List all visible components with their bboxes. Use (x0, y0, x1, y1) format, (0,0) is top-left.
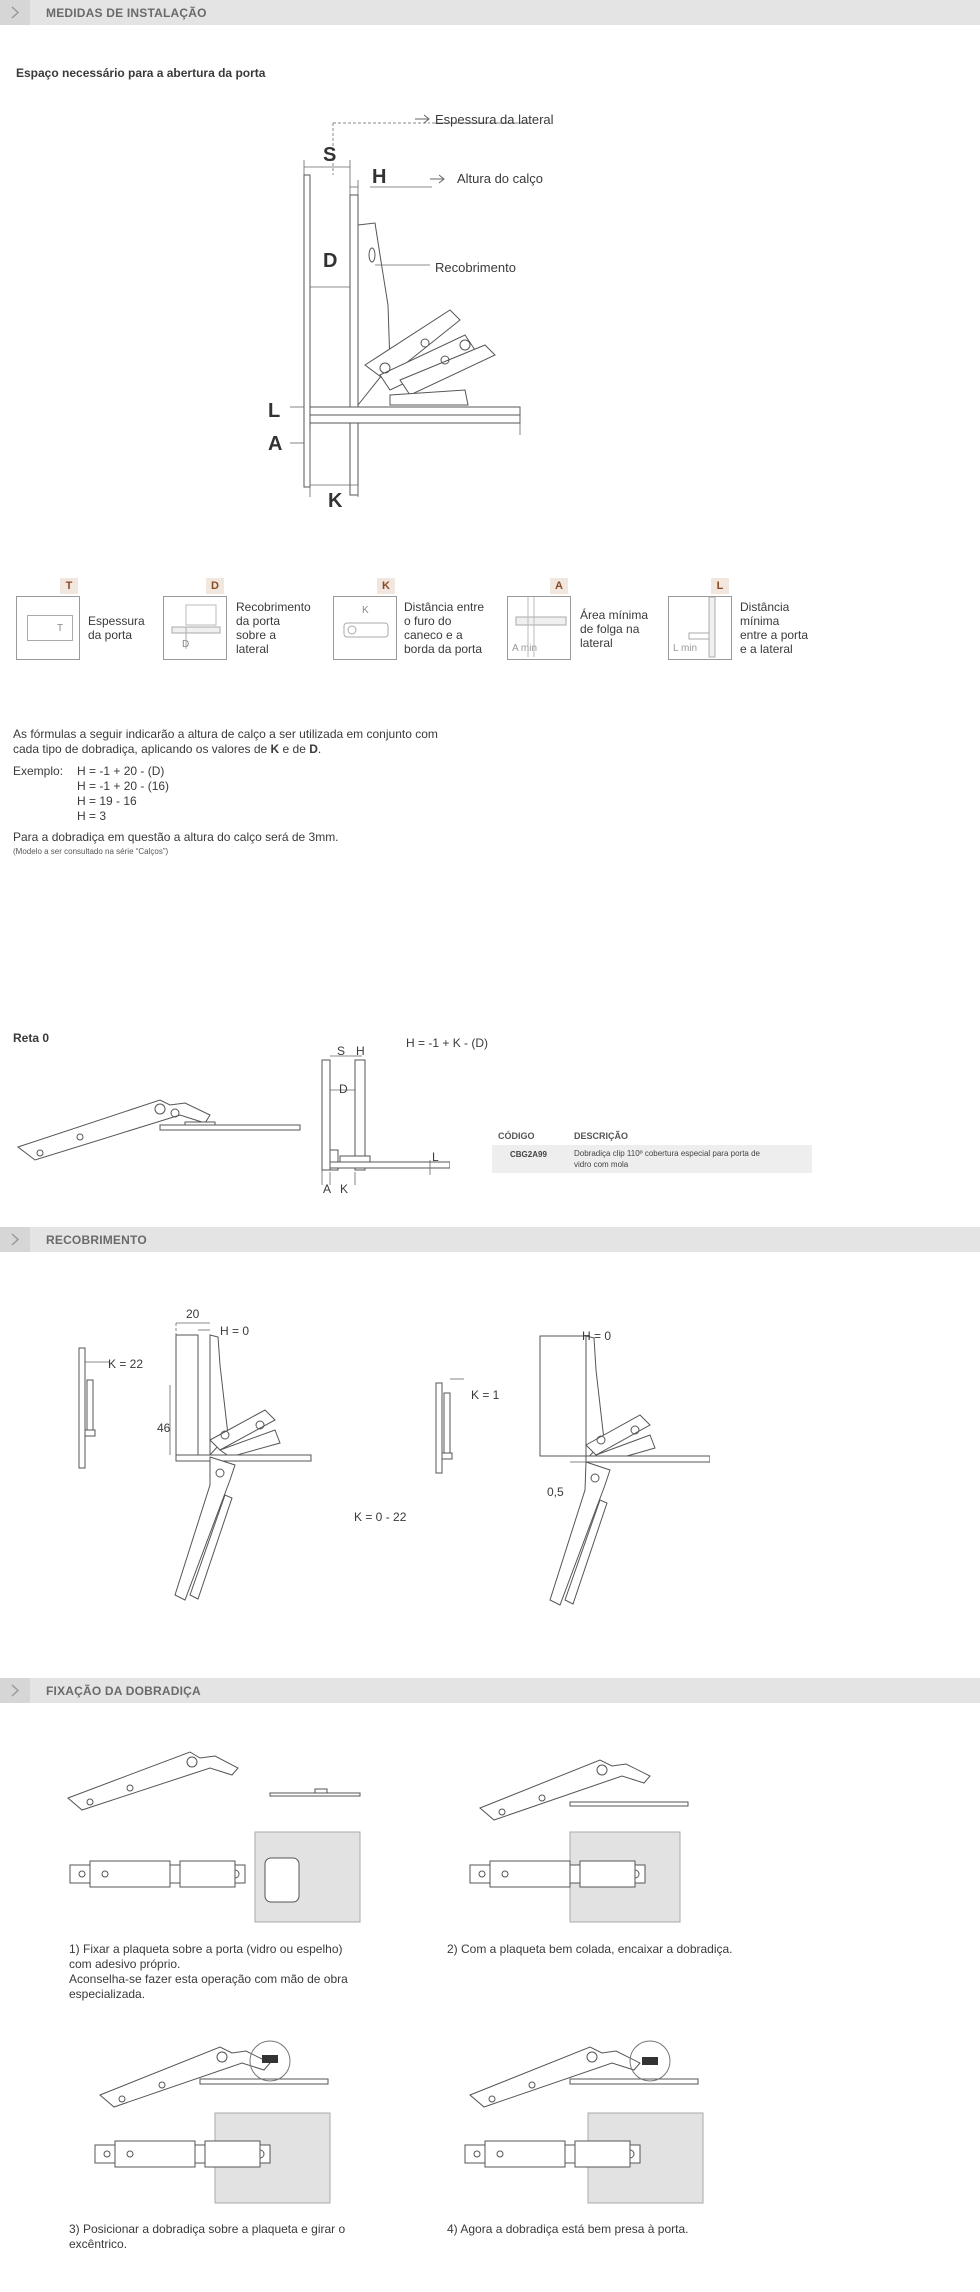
fix-step2-illustration (450, 1740, 690, 1925)
reta-dimension-diagram (310, 1050, 450, 1190)
reta-dim-S: S (337, 1044, 346, 1058)
reta-dim-K: K (340, 1182, 349, 1196)
fix-step3-illustration (90, 2025, 340, 2205)
recob-dim05: 0,5 (547, 1485, 564, 1499)
table-header-desc: DESCRIÇÃO (574, 1131, 629, 1141)
recob-hinge-right (510, 1320, 710, 1620)
callout-recobrimento: Recobrimento (435, 260, 516, 275)
reta-label: Reta 0 (13, 1031, 50, 1045)
reta-dim-D: D (339, 1082, 348, 1096)
reta-dim-L: L (432, 1150, 439, 1164)
section-header-fixacao (0, 1678, 980, 1703)
table-header-code: CÓDIGO (498, 1131, 535, 1141)
section-header-recobrimento (0, 1227, 980, 1252)
dim-label-D: D (323, 250, 338, 272)
fix-step1-text: 1) Fixar a plaqueta sobre a porta (vidro ou espelho) com adesivo próprio. Aconselha-se fazer esta operação com mão de obra especializada. (69, 1942, 348, 2001)
dim-label-K: K (328, 490, 343, 512)
section-title: FIXAÇÃO DA DOBRADIÇA (46, 1684, 201, 1698)
section-title: MEDIDAS DE INSTALAÇÃO (46, 6, 207, 20)
chevron-right-icon (0, 1678, 30, 1703)
section-title: RECOBRIMENTO (46, 1233, 147, 1247)
dim-label-S: S (323, 144, 337, 166)
callout-lateral: Espessura da lateral (435, 112, 554, 127)
arrow-right-icon (430, 172, 450, 186)
fix-step2-text: 2) Com a plaqueta bem colada, encaixar a dobradiça. (447, 1942, 733, 1956)
section-header-installation (0, 0, 980, 25)
reta-dim-H: H (356, 1044, 365, 1058)
fix-step4-text: 4) Agora a dobradiça está bem presa à porta. (447, 2222, 689, 2236)
example-label: Exemplo: (13, 764, 64, 778)
formula-intro: As fórmulas a seguir indicarão a altura de calço a ser utilizada em conjunto com cada tipo de dobradiça, aplicando os valores de K e de D. (13, 727, 438, 756)
recob-panel-k1 (430, 1375, 470, 1475)
recob-k1: K = 1 (471, 1388, 500, 1402)
reta-hinge-side-view (10, 1085, 310, 1165)
fix-step3-text: 3) Posicionar a dobradiça sobre a plaqueta e girar o excêntrico. (69, 2222, 346, 2251)
recob-h0b: H = 0 (582, 1329, 612, 1343)
recob-dim46: 46 (157, 1421, 171, 1435)
fix-step4-illustration (460, 2025, 710, 2205)
formula-result: Para a dobradiça em questão a altura do calço será de 3mm. (13, 830, 339, 844)
recob-dim20: 20 (186, 1307, 200, 1321)
recob-h0a: H = 0 (220, 1324, 250, 1338)
reta-dim-A: A (323, 1182, 332, 1196)
fix-step1-illustration (60, 1740, 370, 1925)
dim-label-A: A (268, 433, 283, 455)
reta-formula: H = -1 + K - (D) (406, 1036, 489, 1050)
callout-calco: Altura do calço (457, 171, 543, 186)
install-subtitle: Espaço necessário para a abertura da porta (16, 66, 266, 80)
example-lines: H = -1 + 20 - (D) H = -1 + 20 - (16) H = 19 - 16 H = 3 (77, 764, 170, 823)
dim-label-H: H (372, 166, 387, 188)
arrow-right-icon (415, 112, 435, 126)
formula-note: (Modelo a ser consultado na série “Calços”) (13, 847, 169, 856)
chevron-right-icon (0, 1227, 30, 1252)
chevron-right-icon (0, 0, 30, 25)
recob-k022: K = 0 - 22 (354, 1510, 407, 1524)
dim-label-L: L (268, 400, 281, 422)
table-row: CBG2A99 Dobradiça clip 110º cobertura especial para porta de vidro com mola (492, 1145, 812, 1173)
recob-hinge-left (140, 1315, 320, 1605)
recob-k22: K = 22 (108, 1357, 144, 1371)
installation-diagram (250, 105, 530, 515)
